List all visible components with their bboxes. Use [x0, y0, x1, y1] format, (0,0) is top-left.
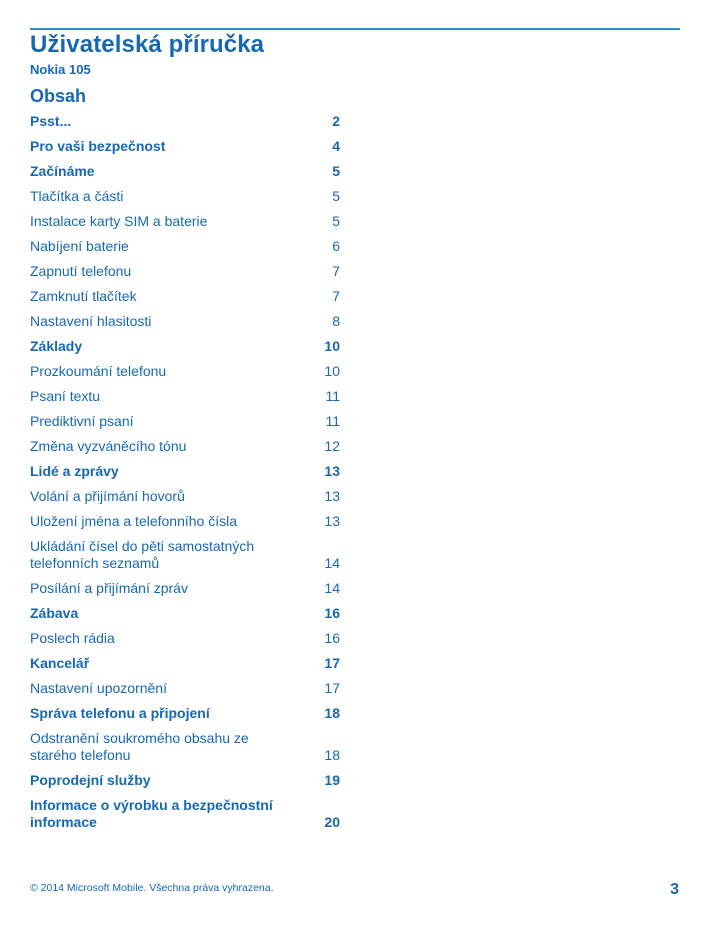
- toc-entry-page[interactable]: 17: [324, 655, 340, 671]
- toc-entry-page[interactable]: 14: [324, 555, 340, 571]
- toc-entry[interactable]: [30, 163, 340, 180]
- toc-entry-label[interactable]: Nastavení upozornění: [30, 680, 167, 696]
- toc-entry-page[interactable]: 18: [324, 747, 340, 763]
- toc-entry[interactable]: [30, 463, 340, 480]
- document-subtitle: Nokia 105: [30, 62, 91, 77]
- toc-entry-page[interactable]: 16: [324, 630, 340, 646]
- toc-entry-label[interactable]: Začínáme: [30, 163, 95, 179]
- toc-entry-page[interactable]: 2: [332, 113, 340, 129]
- toc-entry-page[interactable]: 5: [332, 213, 340, 229]
- document-title: Uživatelská příručka: [30, 31, 265, 58]
- toc-entry[interactable]: [30, 488, 340, 505]
- toc-entry[interactable]: [30, 605, 340, 622]
- top-divider: [30, 28, 680, 30]
- toc-entry-page[interactable]: 12: [324, 438, 340, 454]
- toc-entry-page[interactable]: 6: [332, 238, 340, 254]
- toc-entry-label[interactable]: Zábava: [30, 605, 79, 621]
- toc-entry[interactable]: [30, 338, 340, 355]
- toc-entry-page[interactable]: 14: [324, 580, 340, 596]
- toc-entry-page[interactable]: 13: [324, 463, 340, 479]
- toc-entry-label[interactable]: Odstranění soukromého obsahu ze starého telefonu: [30, 730, 249, 763]
- toc-entry-label[interactable]: Nabíjení baterie: [30, 238, 129, 254]
- toc-entry-label[interactable]: Základy: [30, 338, 83, 354]
- page-number: 3: [670, 881, 679, 898]
- toc-entry-label[interactable]: Poslech rádia: [30, 630, 115, 646]
- toc-entry-page[interactable]: 5: [332, 163, 340, 179]
- toc-entry-page[interactable]: 10: [324, 363, 340, 379]
- toc-entry-label[interactable]: Instalace karty SIM a baterie: [30, 213, 208, 229]
- toc-entry[interactable]: [30, 772, 340, 789]
- copyright-footer: © 2014 Microsoft Mobile. Všechna práva vyhrazena.: [30, 882, 274, 894]
- toc-entry[interactable]: [30, 388, 340, 405]
- toc-entry-label[interactable]: Ukládání čísel do pěti samostatných telefonních seznamů: [30, 538, 255, 571]
- toc-entry-page[interactable]: 19: [324, 772, 340, 788]
- toc-entry[interactable]: [30, 538, 340, 572]
- toc-entry-page[interactable]: 17: [324, 680, 340, 696]
- toc-entry[interactable]: [30, 680, 340, 697]
- toc-entry-page[interactable]: 11: [325, 413, 340, 429]
- toc-entry[interactable]: [30, 655, 340, 672]
- toc-entry-page[interactable]: 7: [332, 263, 340, 279]
- toc-entry-page[interactable]: 7: [332, 288, 340, 304]
- toc-entry-label[interactable]: Pro vaši bezpečnost: [30, 138, 166, 154]
- toc-entry-label[interactable]: Tlačítka a části: [30, 188, 124, 204]
- toc-entry-page[interactable]: 20: [324, 814, 340, 830]
- toc-entry-page[interactable]: 13: [324, 513, 340, 529]
- toc-entry-label[interactable]: Nastavení hlasitosti: [30, 313, 152, 329]
- toc-entry[interactable]: [30, 705, 340, 722]
- toc-entry[interactable]: [30, 288, 340, 305]
- toc-entry[interactable]: [30, 263, 340, 280]
- toc-entry[interactable]: [30, 630, 340, 647]
- toc-entry[interactable]: [30, 363, 340, 380]
- toc-entry-label[interactable]: Informace o výrobku a bezpečnostní informace: [30, 797, 273, 830]
- toc-entry-page[interactable]: 4: [332, 138, 340, 154]
- toc-entry-label[interactable]: Správa telefonu a připojení: [30, 705, 210, 721]
- toc-entry[interactable]: [30, 438, 340, 455]
- toc-entry-label[interactable]: Zamknutí tlačítek: [30, 288, 137, 304]
- toc-entry-label[interactable]: Změna vyzváněcího tónu: [30, 438, 187, 454]
- toc-entry-page[interactable]: 8: [332, 313, 340, 329]
- toc-entry[interactable]: [30, 513, 340, 530]
- toc-entry[interactable]: [30, 138, 340, 155]
- toc-entry-label[interactable]: Lidé a zprávy: [30, 463, 119, 479]
- table-of-contents: [30, 113, 340, 839]
- toc-entry[interactable]: [30, 113, 340, 130]
- toc-entry-label[interactable]: Zapnutí telefonu: [30, 263, 132, 279]
- toc-entry-page[interactable]: 18: [324, 705, 340, 721]
- toc-entry-label[interactable]: Posílání a přijímání zpráv: [30, 580, 188, 596]
- toc-entry[interactable]: [30, 188, 340, 205]
- toc-entry-page[interactable]: 13: [324, 488, 340, 504]
- toc-entry[interactable]: [30, 413, 340, 430]
- toc-entry-label[interactable]: Psaní textu: [30, 388, 101, 404]
- toc-entry[interactable]: [30, 238, 340, 255]
- toc-entry-page[interactable]: 5: [332, 188, 340, 204]
- toc-entry-label[interactable]: Kancelář: [30, 655, 90, 671]
- toc-entry-label[interactable]: Uložení jména a telefonního čísla: [30, 513, 238, 529]
- toc-entry-page[interactable]: 16: [324, 605, 340, 621]
- toc-entry-page[interactable]: 11: [325, 388, 340, 404]
- toc-entry-label[interactable]: Prediktivní psaní: [30, 413, 134, 429]
- toc-entry-label[interactable]: Prozkoumání telefonu: [30, 363, 167, 379]
- toc-entry[interactable]: [30, 580, 340, 597]
- toc-entry[interactable]: [30, 313, 340, 330]
- toc-entry[interactable]: [30, 730, 340, 764]
- toc-entry-page[interactable]: 10: [324, 338, 340, 354]
- toc-heading: Obsah: [30, 86, 87, 106]
- toc-entry-label[interactable]: Poprodejní služby: [30, 772, 151, 788]
- toc-entry[interactable]: [30, 213, 340, 230]
- toc-entry-label[interactable]: Volání a přijímání hovorů: [30, 488, 185, 504]
- toc-entry-label[interactable]: Psst...: [30, 113, 72, 129]
- toc-entry[interactable]: [30, 797, 340, 831]
